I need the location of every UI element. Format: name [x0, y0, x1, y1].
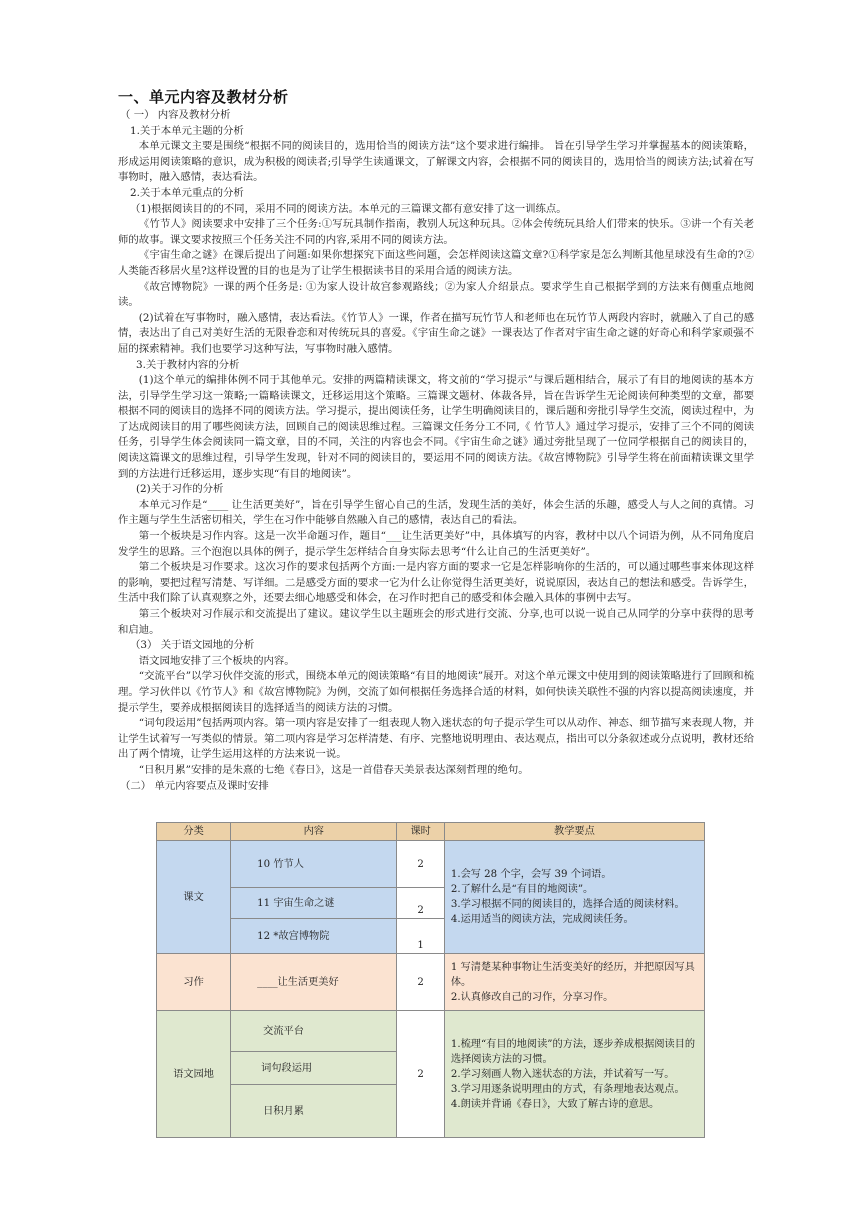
paragraph: (2)关于习作的分析 — [136, 483, 224, 496]
key-points-cell — [444, 954, 704, 1011]
table-row — [157, 954, 705, 1011]
key-point: 3.学习根据不同的阅读目的，选择合适的阅读材料。 — [450, 899, 685, 910]
paragraph: 《故宫博物院》一课的两个任务是: ①为家人设计故宫参观路线；②为家人介绍景点。要求学生自己根据学到的方法来有侧重点地阅读。 — [118, 280, 754, 309]
key-point: 2.学习刻画人物入迷状态的方法，并试着写一写。 — [450, 1068, 675, 1080]
header-hours: 课时 — [397, 823, 444, 841]
paragraph: 第三个板块对习作展示和交流提出了建议。建议学生以主题班会的形式进行交流、分享,也可以说一说自己从同学的分享中获得的思考和启迪。 — [118, 608, 754, 636]
hours-cell: 2 — [397, 954, 444, 1011]
key-points-cell — [444, 841, 704, 954]
key-point: 1.梳理“有目的地阅读”的方法，逐步养成根据阅读目的选择阅读方法的习惯。 — [450, 1038, 696, 1065]
hours-cell: 1 — [397, 919, 444, 954]
paragraph: （3） 关于语文园地的分析 — [130, 639, 255, 652]
key-point: 1.会写 28 个字，会写 39 个词语。 — [450, 869, 612, 880]
header-key-points: 教学要点 — [444, 823, 704, 841]
paragraph: (1)这个单元的编排体例不同于其他单元。安排的两篇精读课文，将文前的“学习提示”与课后题相结合，展示了有目的地阅读的基本方法，引导学生学习这一策略;一篇略读课文，迁移运用这个策略。三篇课文题材、体裁各异，旨在告诉学生无论阅读何种类型的文章，都要根据不同的阅读目的选择不同的阅读方法。学习提示，提出阅读任务，让学生明确阅读目的，课后题和旁批引导学生交流，阅读过程中，为了达成阅读目的用了哪些阅读方法，回顾自己的阅读思维过程。三篇课文任务分工不同,《 竹节人》通过学习提示，安排了三个不同的阅读任务，引导学生体会阅读同一篇文章，目的不同，关注的内容也会不同。《宇宙生命之谜》通过旁批呈现了一位同学根据自己的阅读目的，阅读这篇课文的思维过程，引导学生发现，针对不同的阅读目的，要运用不同的阅读方法。《故宫博物院》引导学生将在前面精读课文里学到的方法进行迁移运用，逐步实现“有目的地阅读”。 — [118, 374, 754, 480]
category-cell: 习作 — [157, 954, 231, 1011]
content-cell: 日积月累 — [231, 1085, 397, 1138]
table-row — [157, 1011, 705, 1052]
paragraph: “交流平台”以学习伙伴交流的形式，围绕本单元的阅读策略“有目的地阅读”展开。对这个单元课文中使用到的阅读策略进行了回顾和梳理。学习伙伴以《竹节人》和《故宫博物院》为例，交流了如何根据任务选择合适的材料，如何快读关联性不强的内容以提高阅读速度，并提示学生，要养成根据阅读目的选择适当的阅读方法的习惯。 — [118, 670, 754, 714]
table-header-row — [157, 823, 705, 841]
table-row — [157, 841, 705, 888]
content-cell: 交流平台 — [231, 1011, 397, 1052]
paragraph: 2.关于本单元重点的分析 — [130, 186, 244, 199]
header-content: 内容 — [231, 823, 397, 841]
key-point: 3.学习用逐条说明理由的方式，有条理地表达观点。 — [450, 1083, 685, 1095]
paragraph: 本单元课文主要是围绕“根据不同的阅读目的，选用恰当的阅读方法”这个要求进行编排。 旨在引导学生学习并掌握基本的阅读策略，形成运用阅读策略的意识，成为积极的阅读者;引导学生读通课文，了解课文内容，会根据不同的阅读目的，选用恰当的阅读方法;试着在写事物时，融入感情，表达看法。 — [118, 140, 754, 184]
section-heading: 一、单元内容及教材分析 — [118, 88, 289, 106]
paragraph: 《竹节人》阅读要求中安排了三个任务:①写玩具制作指南，教别人玩这种玩具。②体会传统玩具给人们带来的快乐。③讲一个有关老师的故事。课文要求按照三个任务关注不同的内容,采用不同的阅读方法。 — [118, 218, 754, 246]
paragraph: 第二个板块是习作要求。这次习作的要求包括两个方面:一是内容方面的要求一它是怎样影响你的生活的，可以通过哪些事来体现这样的影响，要把过程写清楚、写详细。二是感受方面的要求一它为什么让你觉得生活更美好，说说原因，表达自己的想法和感受。告诉学生，生活中我们除了认真观察之外，还要去细心地感受和体会，在习作时把自己的感受和体会融入具体的事例中去写。 — [118, 561, 754, 605]
paragraph: （1)根据阅读目的的不同，采用不同的阅读方法。本单元的三篇课文都有意安排了这一训练点。 — [130, 202, 567, 215]
paragraph: （二） 单元内容要点及课时安排 — [120, 779, 269, 792]
key-point: 1 写清楚某种事物让生活变美好的经历，并把原因写具体。 — [450, 961, 695, 988]
paragraph: 本单元习作是“____ 让生活更美好”，旨在引导学生留心自己的生活，发现生活的美好，体会生活的乐趣，感受人与人之间的真情。习作主题与学生生活密切相关，学生在习作中能够自然融入自己的感情，表达自己的看法。 — [118, 498, 754, 527]
body-text — [118, 108, 754, 794]
category-cell: 语文园地 — [157, 1011, 231, 1138]
content-cell: 10 竹节人 — [231, 841, 397, 888]
key-point: 2.了解什么是“有目的地阅读”。 — [450, 884, 594, 895]
schedule-table — [156, 822, 705, 1138]
content-cell: 11 宇宙生命之谜 — [231, 888, 397, 919]
content-cell: 12 *故宫博物院 — [231, 919, 397, 954]
paragraph: 3.关于教材内容的分析 — [136, 358, 240, 371]
key-point: 4.朗读并背诵《春日》，大致了解古诗的意思。 — [450, 1098, 660, 1110]
key-points-cell — [444, 1011, 704, 1138]
paragraph: 1.关于本单元主题的分析 — [130, 124, 244, 137]
key-point: 4.运用适当的阅读方法，完成阅读任务。 — [450, 914, 634, 925]
paragraph: 第一个板块是习作内容。这是一次半命题习作，题目“___让生活更美好”中，具体填写的内容，教材中以八个词语为例，从不同角度启发学生的思路。三个泡泡以具体的例子，提示学生怎样结合自身实际去思考“什么让自己的生活更美好”。 — [118, 530, 754, 558]
hours-cell: 2 — [397, 888, 444, 919]
content-cell: ____让生活更美好 — [231, 954, 397, 1011]
paragraph: “日积月累”安排的是朱熹的七绝《春日》，这是一首借春天美景表达深刻哲理的绝句。 — [138, 763, 529, 776]
key-point: 2.认真修改自己的习作，分享习作。 — [450, 991, 614, 1003]
paragraph: 语文园地安排了三个板块的内容。 — [138, 654, 295, 667]
category-cell: 课文 — [157, 841, 231, 954]
content-cell: 词句段运用 — [231, 1052, 397, 1085]
paragraph: 《宇宙生命之谜》在课后提出了问题:如果你想探究下面这些问题，会怎样阅读这篇文章?①科学家是怎么判断其他星球没有生命的?②人类能否移居火星?这样设置的目的也是为了让学生根据读书目的采用合适的阅读方法。 — [118, 249, 754, 277]
hours-cell: 2 — [397, 841, 444, 888]
header-category: 分类 — [157, 823, 231, 841]
hours-cell: 2 — [397, 1011, 444, 1138]
paragraph: （ 一） 内容及教材分析 — [120, 109, 231, 121]
paragraph: “词句段运用”包括两项内容。第一项内容是安排了一组表现人物入迷状态的句子提示学生可以从动作、神态、细节描写来表现人物，并让学生试着写一写类似的情景。第二项内容是学习怎样清楚、有序、完整地说明理由、表达观点，指出可以分条叙述或分点说明，教材还给出了两个情境，让学生运用这样的方法来说一说。 — [118, 717, 754, 761]
paragraph: (2)试着在写事物时，融入感情，表达看法。《竹节人》一课，作者在描写玩竹节人和老师也在玩竹节人两段内容时，就融入了自己的感情，表达出了自己对美好生活的无限眷恋和对传统玩具的喜爱。《宇宙生命之谜》一课表达了作者对宇宙生命之谜的好奇心和科学家顽强不屈的探索精神。我们也要学习这种写法，写事物时融入感情。 — [118, 311, 754, 355]
